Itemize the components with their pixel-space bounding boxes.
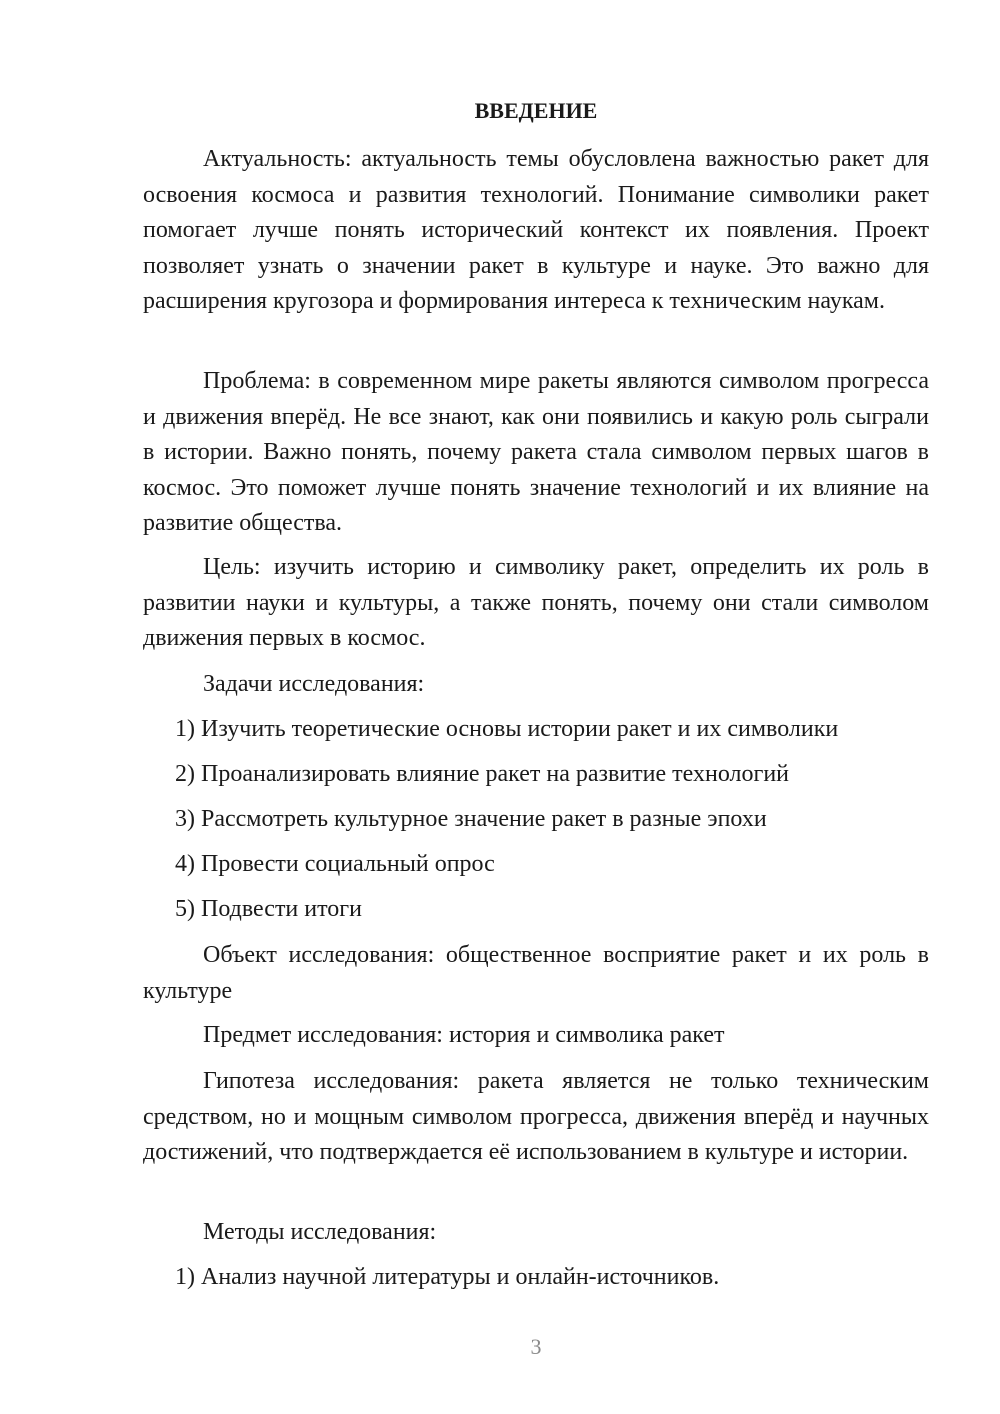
- task-item-3: 3) Рассмотреть культурное значение ракет в разные эпохи: [175, 806, 767, 832]
- paragraph-subject: Предмет исследования: история и символика ракет: [203, 1022, 725, 1048]
- methods-heading: Методы исследования:: [203, 1219, 437, 1245]
- paragraph-hypothesis: Гипотеза исследования: ракета является не только техническим средством, но и мощным символом прогресса, движения вперёд и научных достижений, что подтверждается её использованием в культуре и истории.: [143, 1068, 929, 1165]
- paragraph-object: Объект исследования: общественное восприятие ракет и их роль в культуре: [143, 942, 929, 1004]
- paragraph-relevance: Актуальность: актуальность темы обусловлена важностью ракет для освоения космоса и развития технологий. Понимание символики ракет помогает лучше понять исторический контекст их появления. Проект позволяет узнать о значении ракет в культуре и науке. Это важно для расширения кругозора и формирования интереса к техническим наукам.: [143, 146, 929, 314]
- paragraph-goal: Цель: изучить историю и символику ракет, определить их роль в развитии науки и культуры, а также понять, почему они стали символом движения первых в космос.: [143, 554, 929, 651]
- task-item-2: 2) Проанализировать влияние ракет на развитие технологий: [175, 761, 790, 787]
- page-number: 3: [530, 1334, 542, 1359]
- method-item-1: 1) Анализ научной литературы и онлайн-источников.: [175, 1264, 720, 1290]
- paragraph-problem: Проблема: в современном мире ракеты являются символом прогресса и движения вперёд. Не все знают, как они появились и какую роль сыграли в истории. Важно понять, почему ракета стала символом первых шагов в космос. Это поможет лучше понять значение технологий и их влияние на развитие общества.: [143, 368, 929, 536]
- page-title: ВВЕДЕНИЕ: [474, 98, 598, 123]
- task-item-4: 4) Провести социальный опрос: [175, 851, 495, 877]
- tasks-heading: Задачи исследования:: [203, 671, 425, 697]
- task-item-1: 1) Изучить теоретические основы истории ракет и их символики: [175, 716, 839, 742]
- task-item-5: 5) Подвести итоги: [175, 896, 362, 922]
